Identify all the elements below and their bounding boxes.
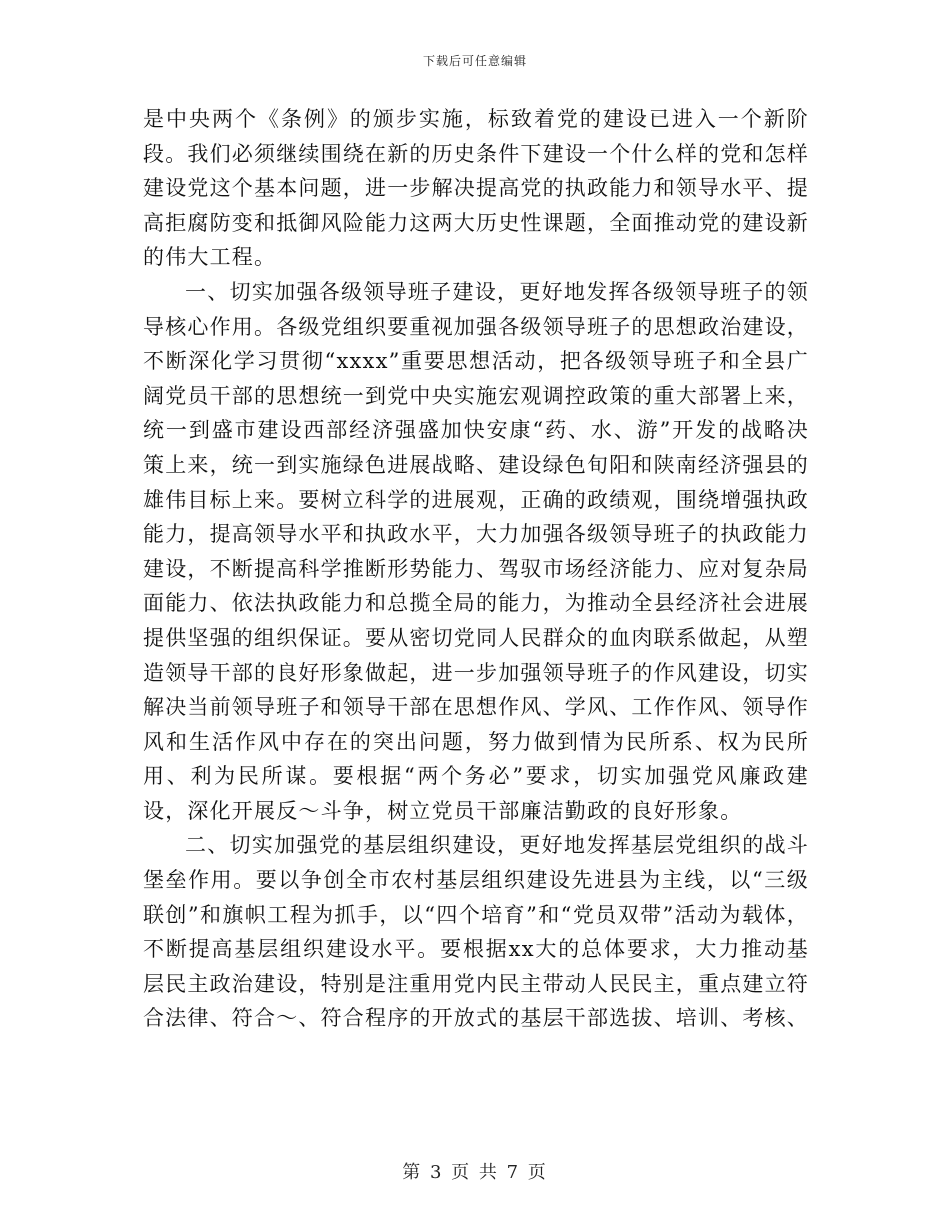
paragraph-section-two: 二、切实加强党的基层组织建设，更好地发挥基层党组织的战斗堡垒作用。要以争创全市农村基层组织建设先进县为主线，以“三级联创”和旗帜工程为抓手，以“四个培育”和“党员双带”活动为载体，不断提高基层组织建设水平。要根据xx大的总体要求，大力推动基层民主政治建设，特别是注重用党内民主带动人民民主，重点建立符合法律、符合～、符合程序的开放式的基层干部选拔、培训、考核、 — [143, 833, 809, 1031]
document-body — [143, 102, 809, 1036]
header-note: 下载后可任意编辑 — [422, 54, 527, 68]
paragraph-continuation: 是中央两个《条例》的颁步实施，标致着党的建设已进入一个新阶段。我们必须继续围绕在新的历史条件下建设一个什么样的党和怎样建设党这个基本问题，进一步解决提高党的执政能力和领导水平、提高拒腐防变和抵御风险能力这两大历史性课题，全面推动党的建设新的伟大工程。 — [143, 107, 809, 270]
page-number: 第 3 页 共 7 页 — [402, 1162, 548, 1183]
paragraph-section-one: 一、切实加强各级领导班子建设，更好地发挥各级领导班子的领导核心作用。各级党组织要重视加强各级领导班子的思想政治建设，不断深化学习贯彻“xxxx”重要思想活动，把各级领导班子和全县广阔党员干部的思想统一到党中央实施宏观调控政策的重大部署上来，统一到盛市建设西部经济强盛加快安康“药、水、游”开发的战略决策上来，统一到实施绿色进展战略、建设绿色旬阳和陕南经济强县的雄伟目标上来。要树立科学的进展观，正确的政绩观，围绕增强执政能力，提高领导水平和执政水平，大力加强各级领导班子的执政能力建设，不断提高科学推断形势能力、驾驭市场经济能力、应对复杂局面能力、依法执政能力和总揽全局的能力，为推动全县经济社会进展提供坚强的组织保证。要从密切党同人民群众的血肉联系做起，从塑造领导干部的良好形象做起，进一步加强领导班子的作风建设，切实解决当前领导班子和领导干部在思想作风、学风、工作作风、领导作风和生活作风中存在的突出问题，努力做到情为民所系、权为民所用、利为民所谋。要根据“两个务必”要求，切实加强党风廉政建设，深化开展反～斗争，树立党员干部廉洁勤政的良好形象。 — [143, 279, 809, 823]
